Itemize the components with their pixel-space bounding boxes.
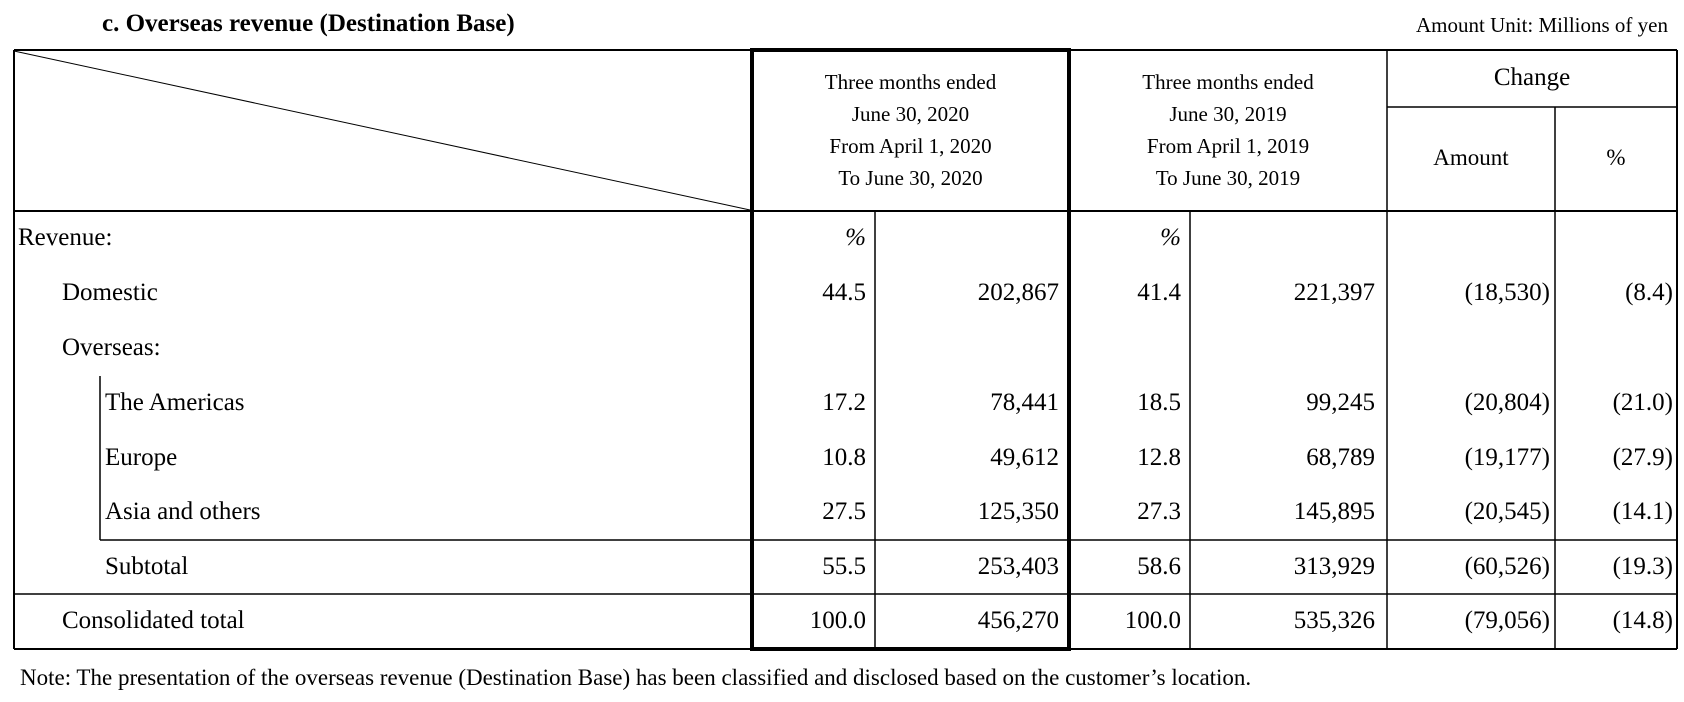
europe-pct-2019: 12.8 <box>1137 444 1181 471</box>
subtotal-amt-2020: 253,403 <box>977 553 1059 580</box>
pct-unit-2020: % <box>845 224 866 251</box>
europe-change-pct: (27.9) <box>1612 444 1673 471</box>
domestic-change-amt: (18,530) <box>1464 279 1550 306</box>
americas-amt-2020: 78,441 <box>990 389 1059 416</box>
total-change-pct: (14.8) <box>1612 607 1673 634</box>
footnote: Note: The presentation of the overseas revenue (Destination Base) has been classified and disclosed based on the customer’s location. <box>20 665 1252 690</box>
americas-change-amt: (20,804) <box>1464 389 1550 416</box>
americas-pct-2019: 18.5 <box>1137 389 1181 416</box>
table-title: c. Overseas revenue (Destination Base) <box>102 10 515 37</box>
header-change-amount: Amount <box>1433 145 1509 170</box>
asia-pct-2019: 27.3 <box>1137 498 1181 525</box>
subtotal-amt-2019: 313,929 <box>1293 553 1375 580</box>
row-label-europe: Europe <box>105 444 178 471</box>
asia-amt-2019: 145,895 <box>1293 498 1375 525</box>
europe-amt-2019: 68,789 <box>1306 444 1375 471</box>
europe-change-amt: (19,177) <box>1464 444 1550 471</box>
header-2019-line-1: Three months ended <box>1142 70 1314 94</box>
header-period-2019 <box>1071 66 1385 194</box>
asia-change-amt: (20,545) <box>1464 498 1550 525</box>
americas-amt-2019: 99,245 <box>1306 389 1375 416</box>
header-2019-line-4: To June 30, 2019 <box>1155 166 1301 190</box>
subtotal-pct-2020: 55.5 <box>822 553 866 580</box>
europe-amt-2020: 49,612 <box>990 444 1059 471</box>
subtotal-change-pct: (19.3) <box>1612 553 1673 580</box>
domestic-amt-2019: 221,397 <box>1293 279 1375 306</box>
row-label-asia: Asia and others <box>105 498 261 525</box>
asia-amt-2020: 125,350 <box>977 498 1059 525</box>
pct-unit-2019: % <box>1160 224 1181 251</box>
row-label-subtotal: Subtotal <box>105 553 189 580</box>
total-amt-2019: 535,326 <box>1293 607 1375 634</box>
row-label-consolidated-total: Consolidated total <box>62 607 245 634</box>
domestic-change-pct: (8.4) <box>1625 279 1673 306</box>
total-change-amt: (79,056) <box>1464 607 1550 634</box>
americas-pct-2020: 17.2 <box>822 389 866 416</box>
header-2020-line-3: From April 1, 2020 <box>829 134 992 158</box>
header-change-percent: % <box>1606 145 1626 170</box>
asia-pct-2020: 27.5 <box>822 498 866 525</box>
total-pct-2019: 100.0 <box>1124 607 1181 634</box>
row-label-domestic: Domestic <box>62 279 158 306</box>
americas-change-pct: (21.0) <box>1612 389 1673 416</box>
header-2020-line-4: To June 30, 2020 <box>838 166 983 190</box>
row-label-revenue: Revenue: <box>18 224 113 251</box>
domestic-pct-2019: 41.4 <box>1137 279 1181 306</box>
header-2020-line-1: Three months ended <box>824 70 997 94</box>
header-2019-line-2: June 30, 2019 <box>1169 102 1287 126</box>
asia-change-pct: (14.1) <box>1612 498 1673 525</box>
row-label-overseas: Overseas: <box>62 334 161 361</box>
header-change: Change <box>1493 64 1571 91</box>
subtotal-change-amt: (60,526) <box>1464 553 1550 580</box>
header-period-2020 <box>754 66 1067 194</box>
row-label-americas: The Americas <box>105 389 245 416</box>
europe-pct-2020: 10.8 <box>822 444 866 471</box>
total-pct-2020: 100.0 <box>809 607 866 634</box>
domestic-amt-2020: 202,867 <box>977 279 1059 306</box>
header-2020-line-2: June 30, 2020 <box>851 102 970 126</box>
header-2019-line-3: From April 1, 2019 <box>1146 134 1310 158</box>
domestic-pct-2020: 44.5 <box>822 279 866 306</box>
subtotal-pct-2019: 58.6 <box>1137 553 1181 580</box>
amount-unit-note: Amount Unit: Millions of yen <box>1416 13 1668 37</box>
total-amt-2020: 456,270 <box>977 607 1059 634</box>
